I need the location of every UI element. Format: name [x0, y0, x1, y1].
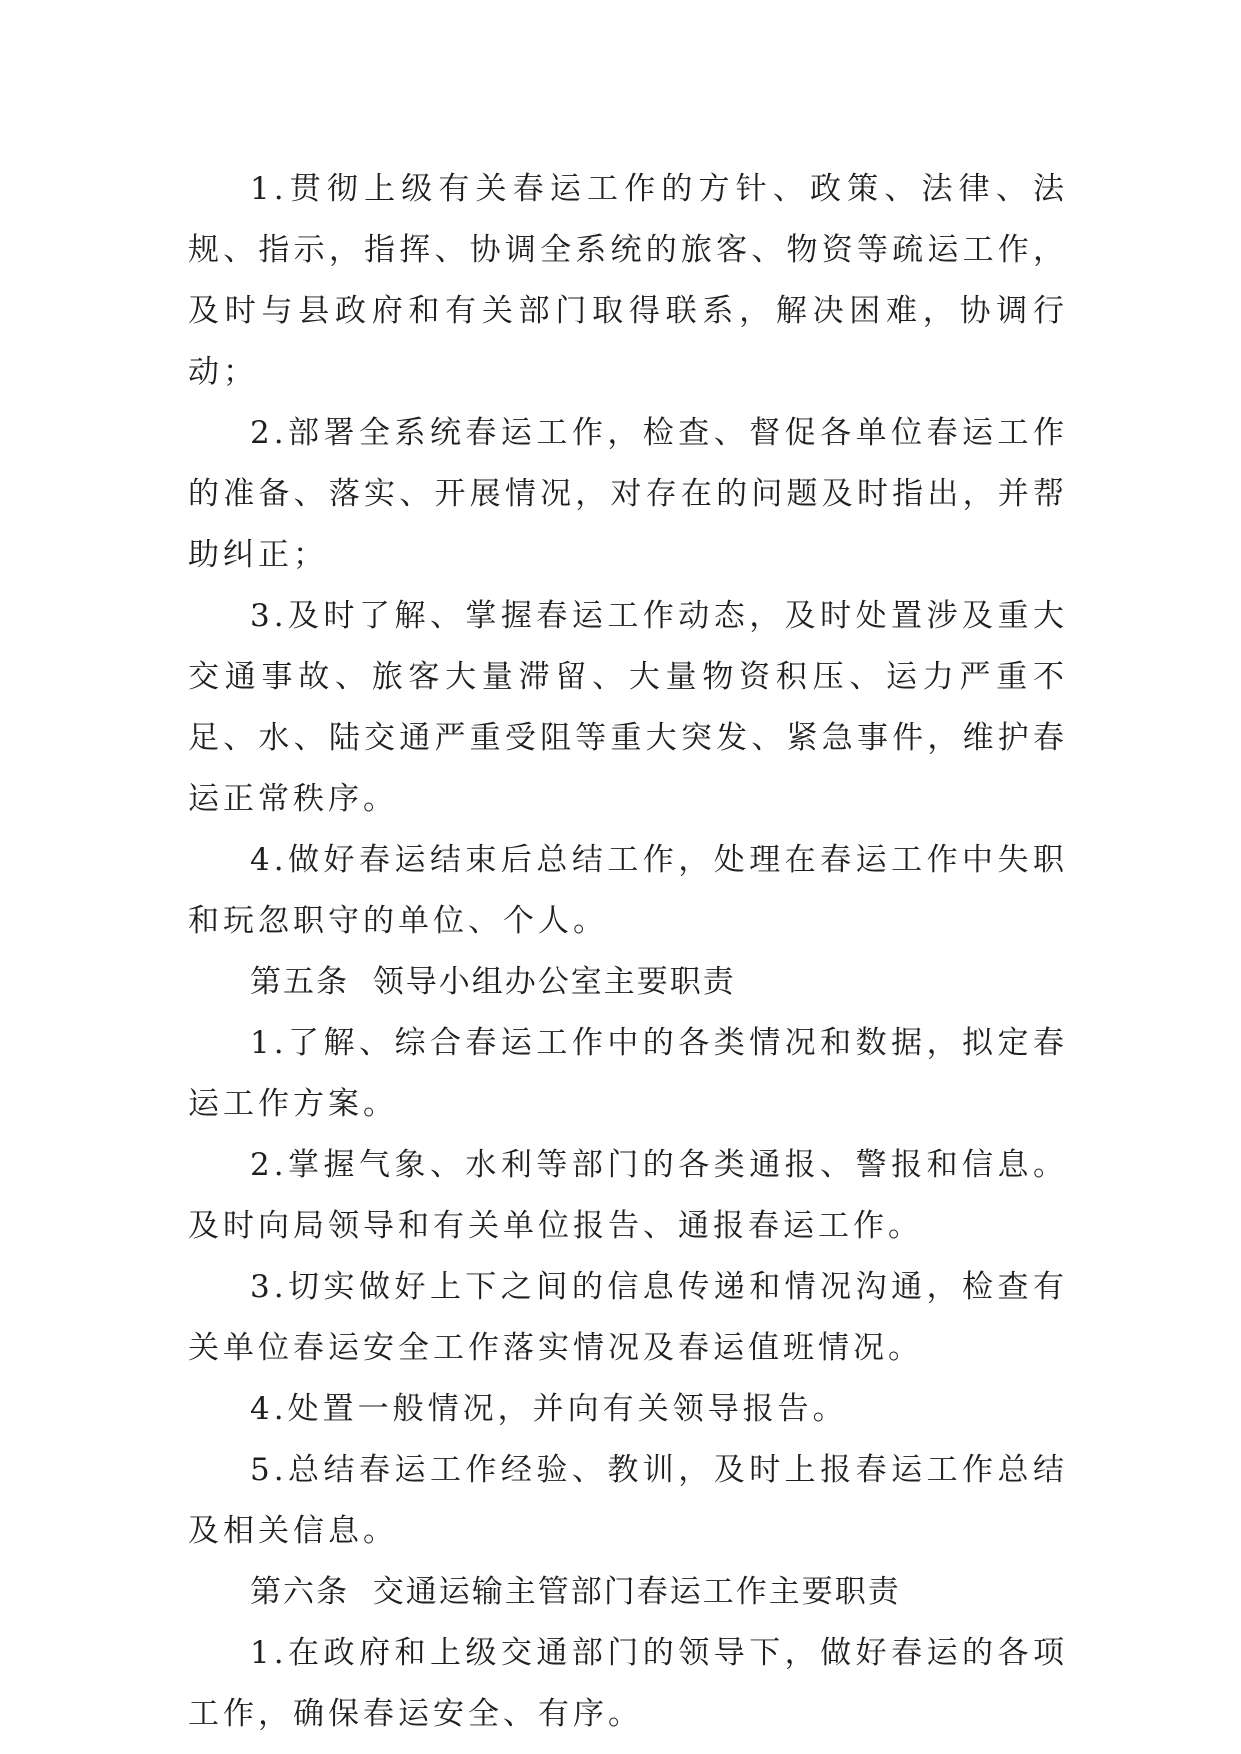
- paragraph-duty-3: 3.及时了解、掌握春运工作动态，及时处置涉及重大交通事故、旅客大量滞留、大量物资积压、运力严重不足、水、陆交通严重受阻等重大突发、紧急事件，维护春运正常秩序。: [188, 598, 1068, 817]
- document-body: [188, 159, 1068, 1745]
- paragraph-office-duty-2: 2.掌握气象、水利等部门的各类通报、警报和信息。及时向局领导和有关单位报告、通报春运工作。: [188, 1147, 1068, 1244]
- paragraph-office-duty-1: 1.了解、综合春运工作中的各类情况和数据，拟定春运工作方案。: [188, 1025, 1068, 1122]
- paragraph-duty-2: 2.部署全系统春运工作，检查、督促各单位春运工作的准备、落实、开展情况，对存在的问题及时指出，并帮助纠正；: [188, 415, 1068, 573]
- paragraph-office-duty-5: 5.总结春运工作经验、教训，及时上报春运工作总结及相关信息。: [188, 1452, 1068, 1549]
- article-5-heading: 第五条 领导小组办公室主要职责: [250, 964, 736, 1000]
- article-6-heading: 第六条 交通运输主管部门春运工作主要职责: [250, 1574, 901, 1610]
- paragraph-duty-1: 1.贯彻上级有关春运工作的方针、政策、法律、法规、指示，指挥、协调全系统的旅客、物资等疏运工作，及时与县政府和有关部门取得联系，解决困难，协调行动；: [188, 171, 1068, 390]
- paragraph-duty-4: 4.做好春运结束后总结工作，处理在春运工作中失职和玩忽职守的单位、个人。: [188, 842, 1068, 939]
- paragraph-transport-duty-1: 1.在政府和上级交通部门的领导下，做好春运的各项工作，确保春运安全、有序。: [188, 1635, 1068, 1732]
- paragraph-office-duty-4: 4.处置一般情况，并向有关领导报告。: [250, 1391, 848, 1427]
- paragraph-office-duty-3: 3.切实做好上下之间的信息传递和情况沟通，检查有关单位春运安全工作落实情况及春运值班情况。: [188, 1269, 1068, 1366]
